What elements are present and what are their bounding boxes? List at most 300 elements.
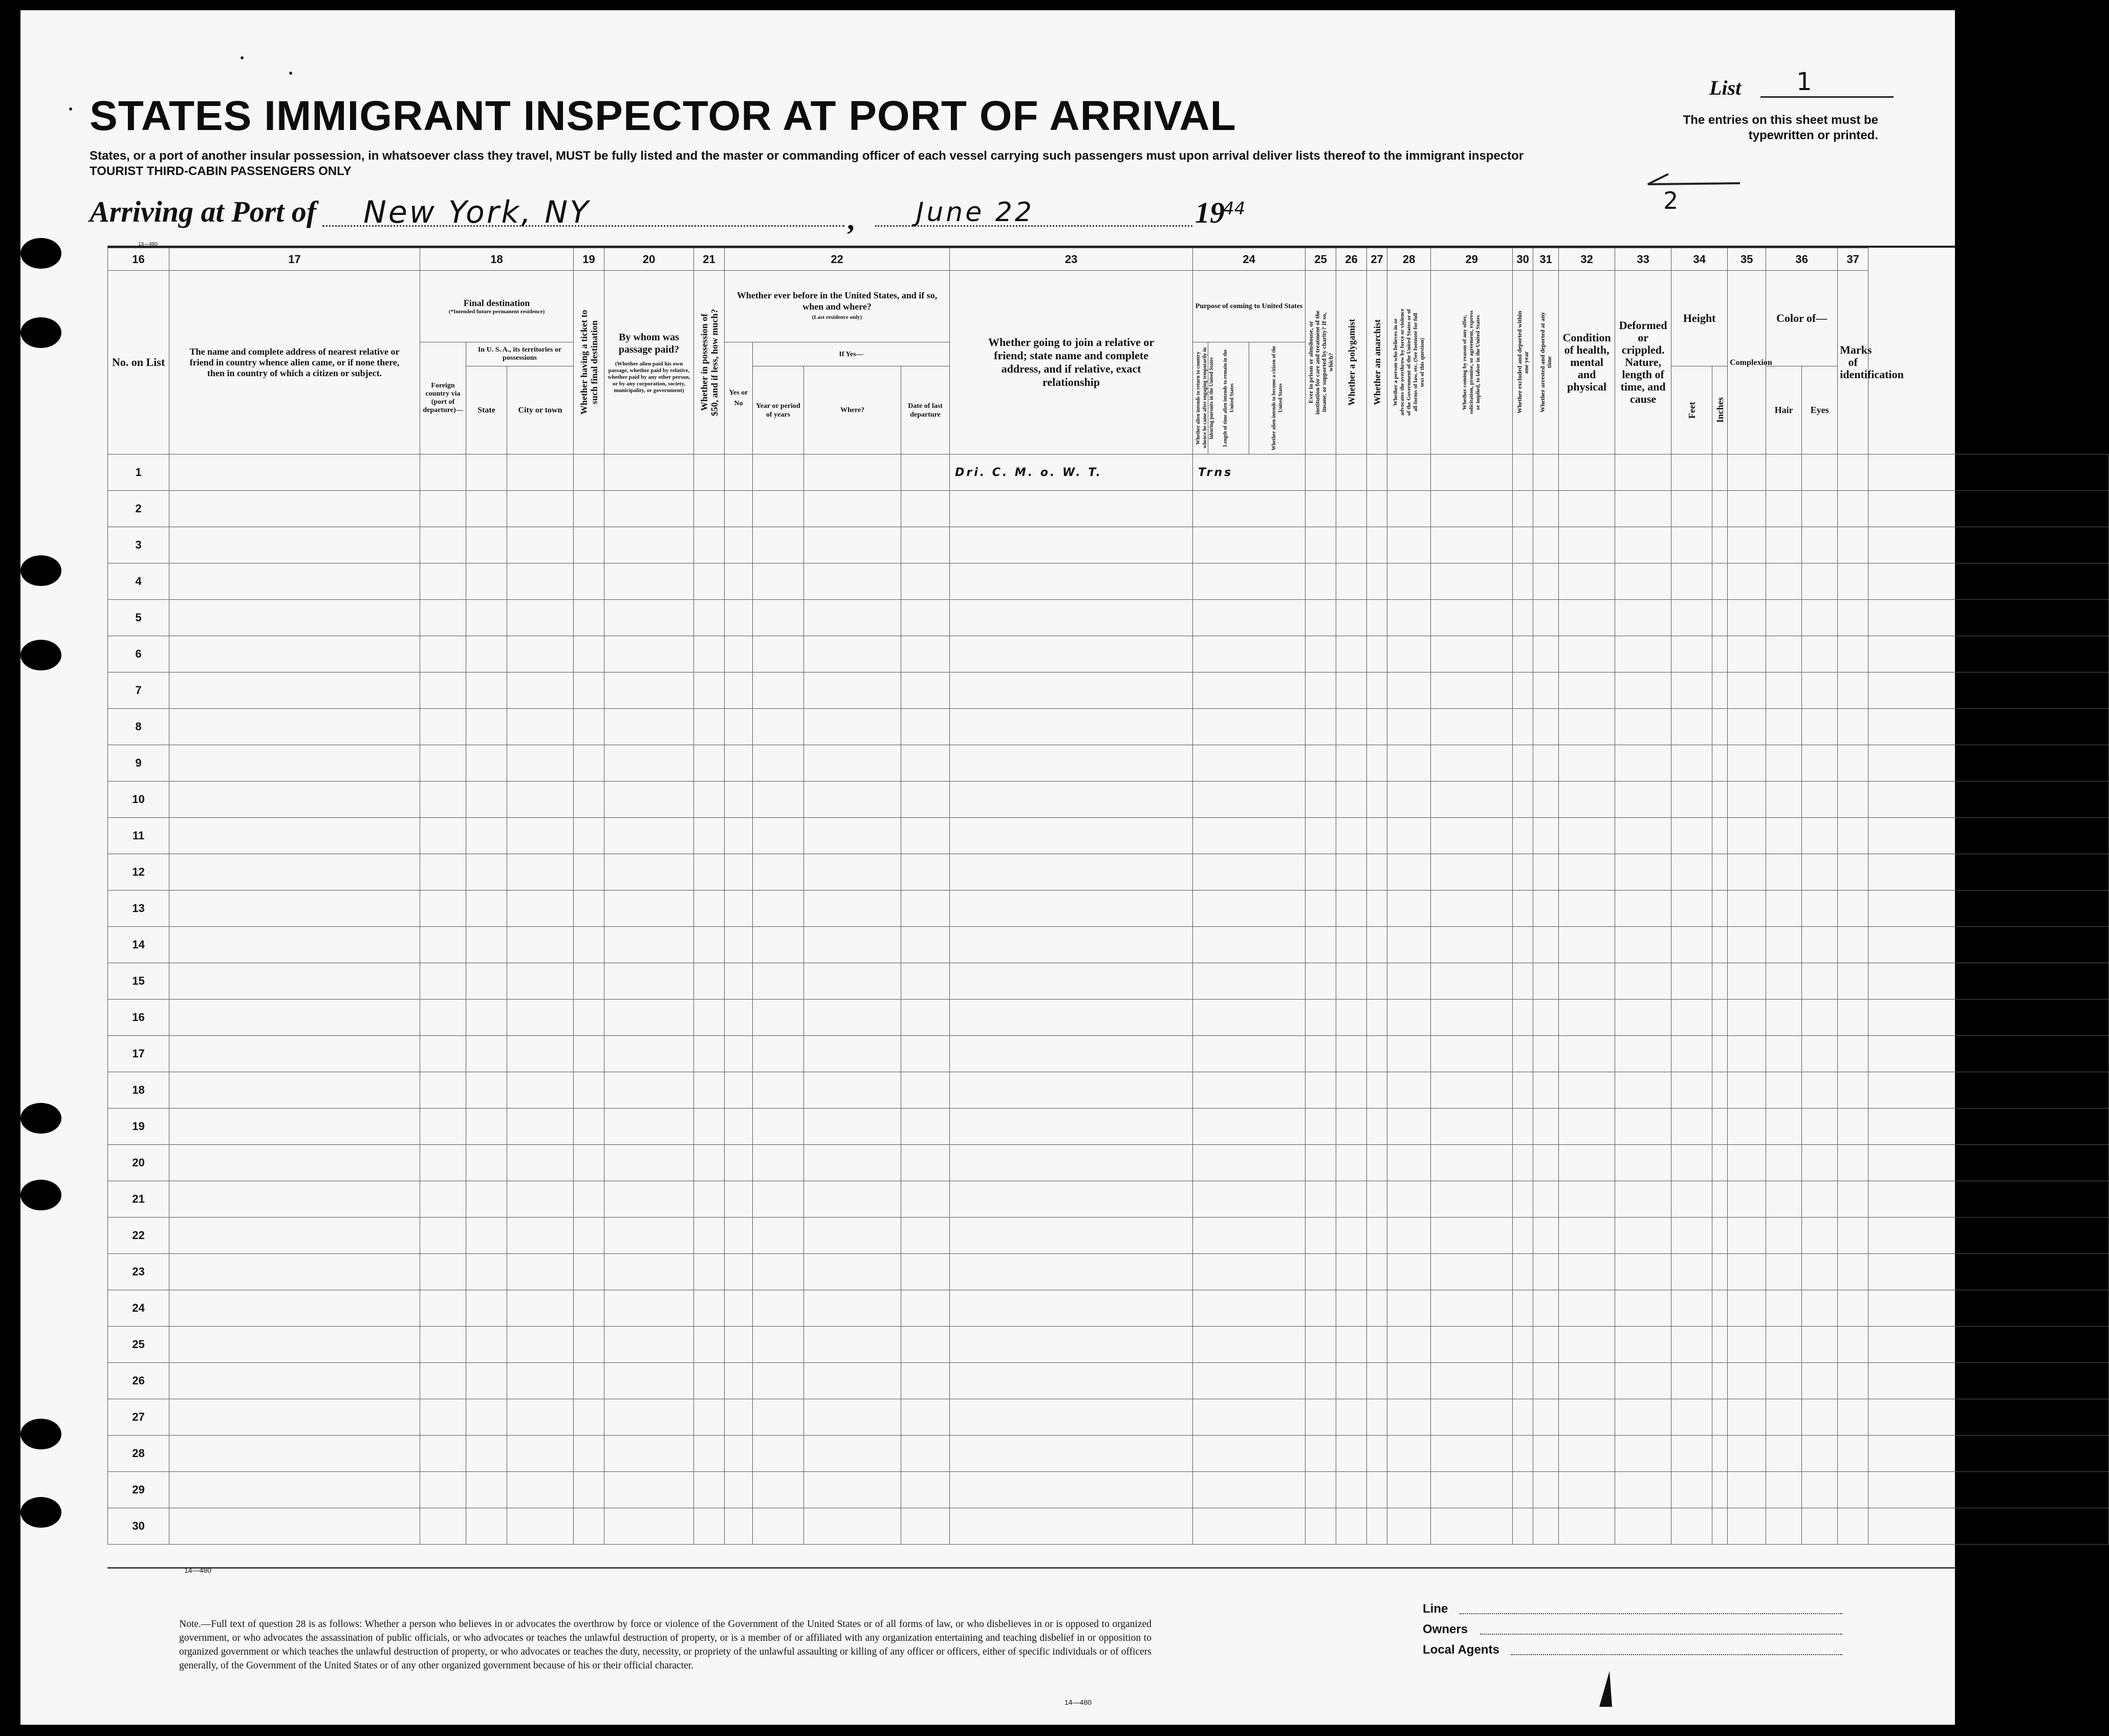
table-cell[interactable]: [1868, 1436, 2109, 1472]
table-cell[interactable]: [725, 1290, 753, 1327]
table-cell[interactable]: [753, 672, 804, 709]
table-cell[interactable]: [725, 1181, 753, 1218]
cell-join-relative[interactable]: [950, 1109, 1193, 1145]
table-cell[interactable]: [901, 1109, 950, 1145]
table-cell[interactable]: [507, 891, 574, 927]
table-cell[interactable]: [1671, 818, 1712, 854]
table-cell[interactable]: [725, 818, 753, 854]
table-cell[interactable]: [1712, 527, 1728, 563]
table-cell[interactable]: [1766, 818, 1802, 854]
table-cell[interactable]: [420, 1472, 466, 1508]
table-cell[interactable]: [604, 1363, 694, 1399]
table-cell[interactable]: [1671, 709, 1712, 745]
table-cell[interactable]: [1728, 1472, 1766, 1508]
table-cell[interactable]: [1868, 1036, 2109, 1072]
cell-purpose[interactable]: [1193, 709, 1306, 745]
cell-join-relative[interactable]: [950, 600, 1193, 636]
table-cell[interactable]: [753, 1181, 804, 1218]
table-cell[interactable]: [1712, 600, 1728, 636]
cell-join-relative[interactable]: [950, 854, 1193, 891]
table-cell[interactable]: [604, 1327, 694, 1363]
table-cell[interactable]: [1336, 818, 1367, 854]
table-cell[interactable]: [901, 1436, 950, 1472]
table-cell[interactable]: [507, 491, 574, 527]
cell-purpose[interactable]: [1193, 1109, 1306, 1145]
table-cell[interactable]: [169, 854, 420, 891]
table-cell[interactable]: [1336, 491, 1367, 527]
cell-join-relative[interactable]: [950, 1363, 1193, 1399]
table-cell[interactable]: [1838, 1363, 1868, 1399]
table-cell[interactable]: [466, 709, 507, 745]
table-cell[interactable]: [1838, 1181, 1868, 1218]
table-cell[interactable]: [1838, 854, 1868, 891]
table-cell[interactable]: [1712, 891, 1728, 927]
table-cell[interactable]: [1431, 672, 1513, 709]
cell-join-relative[interactable]: [950, 563, 1193, 600]
table-cell[interactable]: [1615, 745, 1671, 782]
table-cell[interactable]: [1559, 1254, 1615, 1290]
table-cell[interactable]: [507, 636, 574, 672]
table-cell[interactable]: [1431, 1218, 1513, 1254]
table-cell[interactable]: [1671, 1472, 1712, 1508]
table-cell[interactable]: [574, 1327, 604, 1363]
table-cell[interactable]: [901, 745, 950, 782]
table-cell[interactable]: [1367, 891, 1387, 927]
table-cell[interactable]: [1838, 1000, 1868, 1036]
table-cell[interactable]: [1868, 1181, 2109, 1218]
table-cell[interactable]: [1431, 454, 1513, 491]
table-cell[interactable]: [725, 1072, 753, 1109]
table-cell[interactable]: [1802, 1109, 1838, 1145]
table-cell[interactable]: [694, 1181, 725, 1218]
table-cell[interactable]: [1367, 1072, 1387, 1109]
table-cell[interactable]: [169, 1436, 420, 1472]
table-cell[interactable]: [901, 709, 950, 745]
table-cell[interactable]: [574, 1036, 604, 1072]
table-cell[interactable]: [1766, 1363, 1802, 1399]
table-cell[interactable]: [169, 1399, 420, 1436]
table-cell[interactable]: [1766, 891, 1802, 927]
table-cell[interactable]: [169, 745, 420, 782]
table-cell[interactable]: [1838, 1399, 1868, 1436]
table-cell[interactable]: [1868, 1218, 2109, 1254]
table-cell[interactable]: [1868, 745, 2109, 782]
table-cell[interactable]: [507, 782, 574, 818]
table-cell[interactable]: [1868, 782, 2109, 818]
table-cell[interactable]: [1431, 782, 1513, 818]
table-cell[interactable]: [420, 1399, 466, 1436]
table-cell[interactable]: [901, 1508, 950, 1545]
table-cell[interactable]: [1513, 672, 1533, 709]
table-cell[interactable]: [1513, 1290, 1533, 1327]
table-cell[interactable]: [1615, 1254, 1671, 1290]
table-cell[interactable]: [1728, 1109, 1766, 1145]
table-cell[interactable]: [1513, 527, 1533, 563]
table-cell[interactable]: [1868, 709, 2109, 745]
table-cell[interactable]: [1671, 600, 1712, 636]
table-cell[interactable]: [1615, 818, 1671, 854]
table-cell[interactable]: [1559, 1508, 1615, 1545]
table-cell[interactable]: [1431, 563, 1513, 600]
table-cell[interactable]: [1431, 1472, 1513, 1508]
table-cell[interactable]: [1728, 1072, 1766, 1109]
table-cell[interactable]: [694, 1399, 725, 1436]
table-cell[interactable]: [574, 745, 604, 782]
table-cell[interactable]: [1868, 818, 2109, 854]
table-cell[interactable]: [1712, 1181, 1728, 1218]
table-cell[interactable]: [1306, 1181, 1336, 1218]
table-cell[interactable]: [1306, 709, 1336, 745]
table-cell[interactable]: [804, 672, 901, 709]
table-cell[interactable]: [1712, 1036, 1728, 1072]
table-cell[interactable]: [466, 1109, 507, 1145]
table-cell[interactable]: [574, 1290, 604, 1327]
table-cell[interactable]: [507, 1036, 574, 1072]
table-cell[interactable]: [1728, 927, 1766, 963]
table-cell[interactable]: [1533, 454, 1559, 491]
table-cell[interactable]: [1387, 1000, 1431, 1036]
table-cell[interactable]: [1766, 927, 1802, 963]
table-cell[interactable]: [1306, 1472, 1336, 1508]
table-cell[interactable]: [1306, 1109, 1336, 1145]
cell-join-relative[interactable]: [950, 1254, 1193, 1290]
table-cell[interactable]: [1306, 1072, 1336, 1109]
table-cell[interactable]: [1766, 1399, 1802, 1436]
table-cell[interactable]: [1336, 563, 1367, 600]
table-cell[interactable]: [1615, 1000, 1671, 1036]
table-cell[interactable]: [1336, 1327, 1367, 1363]
cell-join-relative[interactable]: [950, 891, 1193, 927]
table-cell[interactable]: [420, 1145, 466, 1181]
table-cell[interactable]: [1513, 891, 1533, 927]
table-cell[interactable]: [420, 1327, 466, 1363]
table-cell[interactable]: [1336, 709, 1367, 745]
table-cell[interactable]: [169, 1472, 420, 1508]
table-cell[interactable]: [1728, 1290, 1766, 1327]
table-cell[interactable]: [725, 454, 753, 491]
table-cell[interactable]: [507, 1145, 574, 1181]
table-cell[interactable]: [1387, 745, 1431, 782]
table-cell[interactable]: [1387, 1327, 1431, 1363]
table-cell[interactable]: [466, 1145, 507, 1181]
table-cell[interactable]: [1431, 1363, 1513, 1399]
table-cell[interactable]: [804, 563, 901, 600]
table-cell[interactable]: [753, 1399, 804, 1436]
table-cell[interactable]: [804, 1000, 901, 1036]
table-cell[interactable]: [1615, 1109, 1671, 1145]
table-cell[interactable]: [169, 672, 420, 709]
table-cell[interactable]: [574, 963, 604, 1000]
cell-join-relative[interactable]: [950, 1072, 1193, 1109]
table-cell[interactable]: [1838, 1072, 1868, 1109]
table-cell[interactable]: [466, 1218, 507, 1254]
table-cell[interactable]: [1431, 1000, 1513, 1036]
table-cell[interactable]: [1513, 1036, 1533, 1072]
table-cell[interactable]: [753, 709, 804, 745]
table-cell[interactable]: [694, 1072, 725, 1109]
table-cell[interactable]: [1802, 854, 1838, 891]
table-cell[interactable]: [1533, 1472, 1559, 1508]
table-cell[interactable]: [1431, 745, 1513, 782]
table-cell[interactable]: [574, 818, 604, 854]
table-cell[interactable]: [1712, 1254, 1728, 1290]
table-cell[interactable]: [507, 527, 574, 563]
table-cell[interactable]: [1336, 1218, 1367, 1254]
table-cell[interactable]: [1387, 1436, 1431, 1472]
table-cell[interactable]: [1838, 1327, 1868, 1363]
table-cell[interactable]: [574, 1399, 604, 1436]
table-cell[interactable]: [1513, 1145, 1533, 1181]
table-cell[interactable]: [1336, 1436, 1367, 1472]
table-cell[interactable]: [1615, 1327, 1671, 1363]
table-cell[interactable]: [169, 527, 420, 563]
table-cell[interactable]: [420, 1218, 466, 1254]
table-cell[interactable]: [574, 709, 604, 745]
table-cell[interactable]: [1766, 1436, 1802, 1472]
table-cell[interactable]: [1766, 1218, 1802, 1254]
cell-purpose[interactable]: [1193, 1436, 1306, 1472]
table-cell[interactable]: [1367, 1290, 1387, 1327]
table-cell[interactable]: [1868, 1363, 2109, 1399]
table-cell[interactable]: [1431, 854, 1513, 891]
table-cell[interactable]: [466, 927, 507, 963]
table-cell[interactable]: [169, 1072, 420, 1109]
table-cell[interactable]: [507, 745, 574, 782]
table-cell[interactable]: [1367, 1145, 1387, 1181]
table-cell[interactable]: [1671, 636, 1712, 672]
table-cell[interactable]: [804, 927, 901, 963]
table-cell[interactable]: [1615, 636, 1671, 672]
table-cell[interactable]: [420, 818, 466, 854]
table-cell[interactable]: [1431, 1181, 1513, 1218]
table-cell[interactable]: [169, 782, 420, 818]
table-cell[interactable]: [507, 1181, 574, 1218]
table-cell[interactable]: [1367, 963, 1387, 1000]
table-cell[interactable]: [507, 454, 574, 491]
table-cell[interactable]: [1559, 745, 1615, 782]
table-cell[interactable]: [694, 1290, 725, 1327]
table-cell[interactable]: [804, 1145, 901, 1181]
table-cell[interactable]: [1533, 1399, 1559, 1436]
table-cell[interactable]: [1306, 672, 1336, 709]
cell-join-relative[interactable]: Dri. C. M. o. W. T.: [950, 454, 1193, 491]
table-cell[interactable]: [169, 454, 420, 491]
table-cell[interactable]: [1513, 1000, 1533, 1036]
table-cell[interactable]: [1367, 454, 1387, 491]
table-cell[interactable]: [1712, 1072, 1728, 1109]
table-cell[interactable]: [1712, 709, 1728, 745]
table-cell[interactable]: [1306, 963, 1336, 1000]
table-cell[interactable]: [1868, 1508, 2109, 1545]
table-cell[interactable]: [1766, 745, 1802, 782]
table-cell[interactable]: [901, 927, 950, 963]
table-cell[interactable]: [753, 1436, 804, 1472]
table-cell[interactable]: [1367, 927, 1387, 963]
table-cell[interactable]: [901, 636, 950, 672]
table-cell[interactable]: [1367, 1218, 1387, 1254]
table-cell[interactable]: [1513, 927, 1533, 963]
table-cell[interactable]: [1431, 527, 1513, 563]
cell-join-relative[interactable]: [950, 672, 1193, 709]
table-cell[interactable]: [753, 1036, 804, 1072]
table-cell[interactable]: [1336, 1109, 1367, 1145]
table-cell[interactable]: [1559, 1145, 1615, 1181]
table-cell[interactable]: [1838, 927, 1868, 963]
table-cell[interactable]: [604, 527, 694, 563]
table-cell[interactable]: [1513, 1254, 1533, 1290]
table-cell[interactable]: [804, 636, 901, 672]
table-cell[interactable]: [1615, 1072, 1671, 1109]
table-cell[interactable]: [804, 491, 901, 527]
table-cell[interactable]: [725, 600, 753, 636]
table-cell[interactable]: [1431, 1145, 1513, 1181]
table-cell[interactable]: [901, 891, 950, 927]
table-cell[interactable]: [1615, 782, 1671, 818]
table-cell[interactable]: [1387, 1508, 1431, 1545]
table-cell[interactable]: [753, 891, 804, 927]
table-cell[interactable]: [604, 818, 694, 854]
table-cell[interactable]: [420, 1036, 466, 1072]
table-cell[interactable]: [1728, 1181, 1766, 1218]
table-cell[interactable]: [725, 672, 753, 709]
table-cell[interactable]: [420, 927, 466, 963]
table-cell[interactable]: [604, 1181, 694, 1218]
table-cell[interactable]: [1367, 527, 1387, 563]
cell-purpose[interactable]: [1193, 636, 1306, 672]
table-cell[interactable]: [604, 1000, 694, 1036]
table-cell[interactable]: [1728, 1436, 1766, 1472]
table-cell[interactable]: [169, 1000, 420, 1036]
table-cell[interactable]: [1533, 1363, 1559, 1399]
table-cell[interactable]: [1671, 1436, 1712, 1472]
table-cell[interactable]: [1671, 1000, 1712, 1036]
table-cell[interactable]: [1671, 1254, 1712, 1290]
table-cell[interactable]: [1336, 636, 1367, 672]
table-cell[interactable]: [1712, 1290, 1728, 1327]
table-cell[interactable]: [804, 1436, 901, 1472]
table-cell[interactable]: [804, 1072, 901, 1109]
table-cell[interactable]: [1802, 1508, 1838, 1545]
table-cell[interactable]: [169, 963, 420, 1000]
table-cell[interactable]: [1387, 1145, 1431, 1181]
table-cell[interactable]: [1615, 454, 1671, 491]
table-cell[interactable]: [804, 854, 901, 891]
table-cell[interactable]: [420, 891, 466, 927]
table-cell[interactable]: [1336, 1508, 1367, 1545]
table-cell[interactable]: [1802, 1218, 1838, 1254]
table-cell[interactable]: [1671, 672, 1712, 709]
table-cell[interactable]: [1533, 1327, 1559, 1363]
cell-purpose[interactable]: [1193, 600, 1306, 636]
table-cell[interactable]: [804, 818, 901, 854]
table-cell[interactable]: [1766, 1181, 1802, 1218]
table-cell[interactable]: [574, 491, 604, 527]
table-cell[interactable]: [574, 527, 604, 563]
table-cell[interactable]: [420, 782, 466, 818]
table-cell[interactable]: [507, 1363, 574, 1399]
table-cell[interactable]: [1533, 491, 1559, 527]
table-cell[interactable]: [1802, 1290, 1838, 1327]
table-cell[interactable]: [1766, 1000, 1802, 1036]
table-cell[interactable]: [1533, 782, 1559, 818]
table-cell[interactable]: [753, 1327, 804, 1363]
table-cell[interactable]: [507, 1000, 574, 1036]
table-cell[interactable]: [1728, 563, 1766, 600]
table-cell[interactable]: [604, 1290, 694, 1327]
table-cell[interactable]: [1336, 745, 1367, 782]
table-cell[interactable]: [1559, 1363, 1615, 1399]
table-cell[interactable]: [1367, 672, 1387, 709]
port-field[interactable]: New York, NY: [363, 194, 591, 230]
table-cell[interactable]: [466, 636, 507, 672]
table-cell[interactable]: [1838, 1145, 1868, 1181]
table-cell[interactable]: [1728, 527, 1766, 563]
table-cell[interactable]: [466, 1181, 507, 1218]
table-cell[interactable]: [169, 1218, 420, 1254]
table-cell[interactable]: [1387, 491, 1431, 527]
table-cell[interactable]: [1802, 1181, 1838, 1218]
table-cell[interactable]: [1838, 454, 1868, 491]
table-cell[interactable]: [694, 636, 725, 672]
table-cell[interactable]: [604, 782, 694, 818]
table-cell[interactable]: [1533, 1036, 1559, 1072]
cell-purpose[interactable]: [1193, 672, 1306, 709]
table-cell[interactable]: [1306, 1290, 1336, 1327]
table-cell[interactable]: [1766, 1072, 1802, 1109]
table-cell[interactable]: [1306, 818, 1336, 854]
table-cell[interactable]: [1387, 1472, 1431, 1508]
table-cell[interactable]: [901, 1363, 950, 1399]
table-cell[interactable]: [804, 782, 901, 818]
table-cell[interactable]: [1712, 1218, 1728, 1254]
table-cell[interactable]: [1868, 454, 2109, 491]
table-cell[interactable]: [753, 782, 804, 818]
table-cell[interactable]: [169, 818, 420, 854]
table-cell[interactable]: [169, 1036, 420, 1072]
table-cell[interactable]: [466, 782, 507, 818]
table-cell[interactable]: [1615, 1145, 1671, 1181]
table-cell[interactable]: [1431, 963, 1513, 1000]
table-cell[interactable]: [725, 1508, 753, 1545]
table-cell[interactable]: [901, 854, 950, 891]
table-cell[interactable]: [804, 454, 901, 491]
table-cell[interactable]: [1671, 1036, 1712, 1072]
table-cell[interactable]: [604, 1036, 694, 1072]
table-cell[interactable]: [725, 636, 753, 672]
table-cell[interactable]: [1533, 1145, 1559, 1181]
table-cell[interactable]: [901, 672, 950, 709]
table-cell[interactable]: [1533, 600, 1559, 636]
table-cell[interactable]: [1306, 782, 1336, 818]
cell-join-relative[interactable]: [950, 1436, 1193, 1472]
table-cell[interactable]: [1367, 636, 1387, 672]
table-cell[interactable]: [753, 927, 804, 963]
owners-field[interactable]: [1480, 1634, 1842, 1635]
table-cell[interactable]: [1802, 1363, 1838, 1399]
cell-join-relative[interactable]: [950, 1327, 1193, 1363]
table-cell[interactable]: [1671, 527, 1712, 563]
table-cell[interactable]: [1513, 1399, 1533, 1436]
table-cell[interactable]: [1766, 1290, 1802, 1327]
table-cell[interactable]: [804, 1508, 901, 1545]
table-cell[interactable]: [1671, 927, 1712, 963]
table-cell[interactable]: [1712, 963, 1728, 1000]
cell-join-relative[interactable]: [950, 1399, 1193, 1436]
table-cell[interactable]: [604, 563, 694, 600]
cell-purpose[interactable]: [1193, 1399, 1306, 1436]
table-cell[interactable]: [753, 1145, 804, 1181]
table-cell[interactable]: [1868, 527, 2109, 563]
